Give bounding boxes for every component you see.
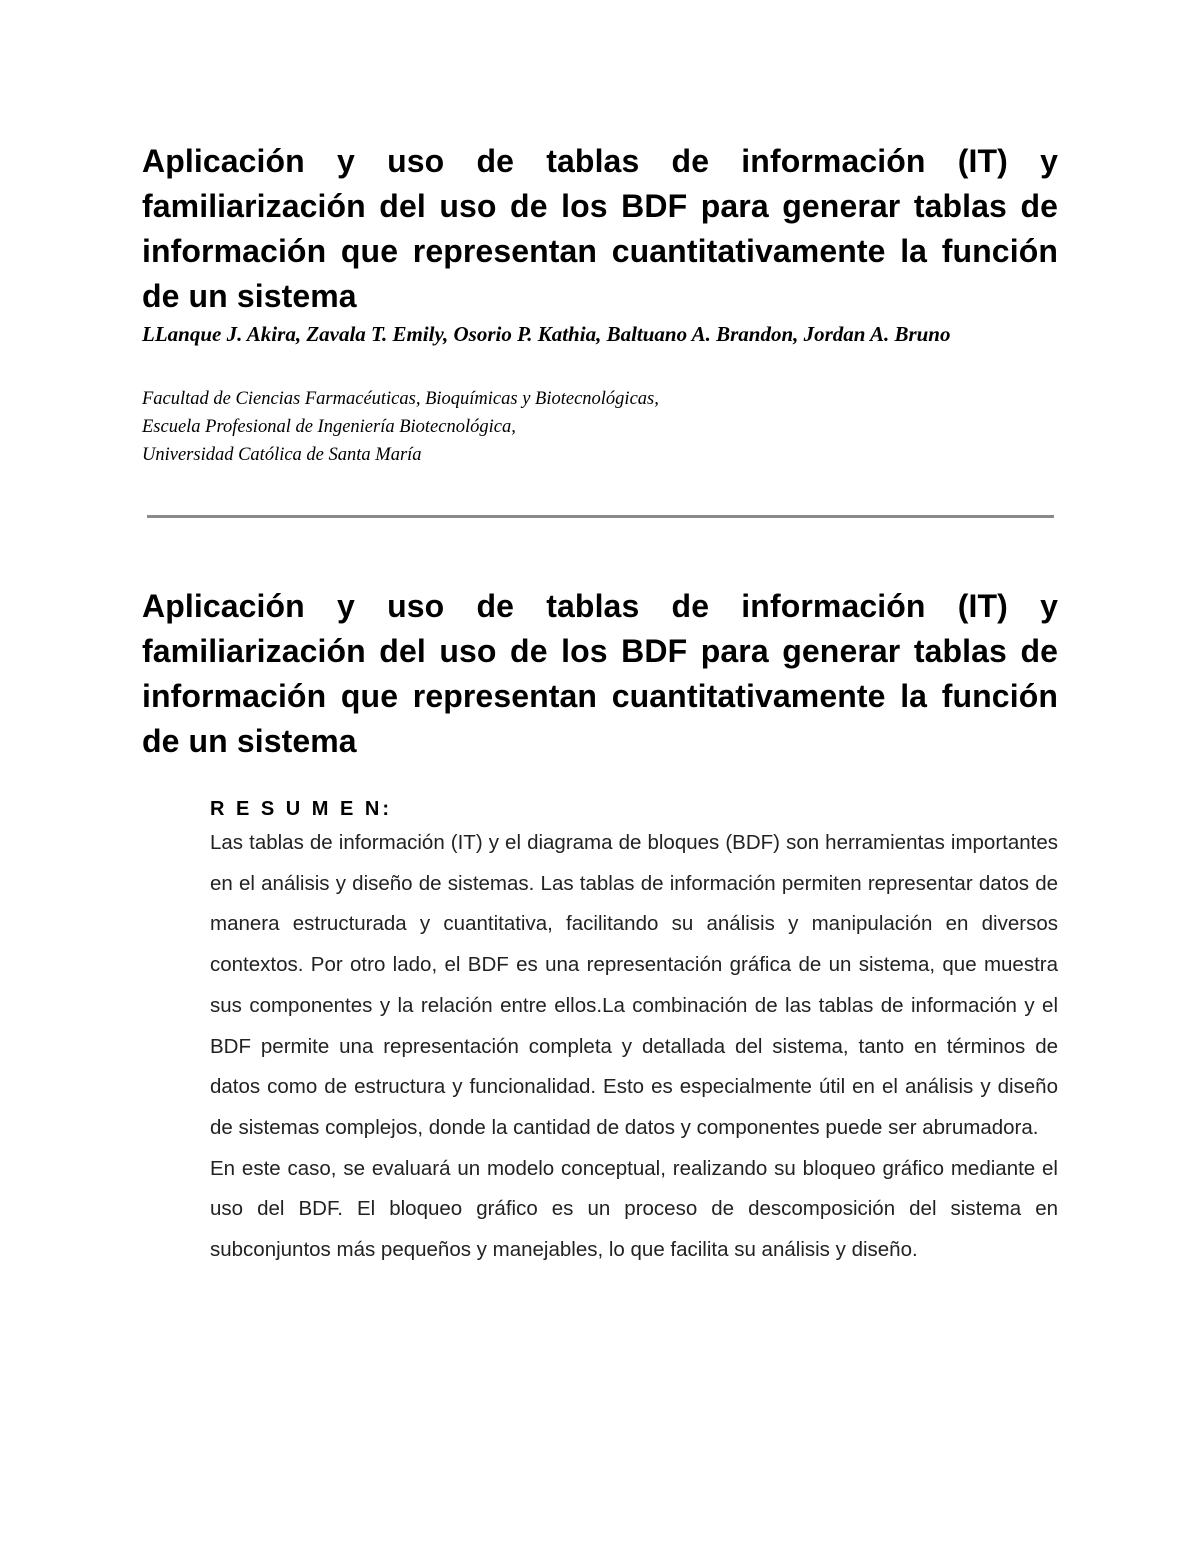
abstract-paragraph-1: Las tablas de información (IT) y el diagrama de bloques (BDF) son herramientas importantes en el análisis y diseño de sistemas. Las tablas de información permiten representar datos de manera estructurada y cuantitativa, facilitando su análisis y manipulación en diversos contextos. Por otro lado, el BDF es una representación gráfica de un sistema, que muestra sus componentes y la relación entre ellos.La combinación de las tablas de información y el BDF permite una representación completa y detallada del sistema, tanto en términos de datos como de estructura y funcionalidad. Esto es especialmente útil en el análisis y diseño de sistemas complejos, donde la cantidad de datos y componentes puede ser abrumadora. <box>210 831 1058 1139</box>
paper-title-repeat: Aplicación y uso de tablas de información (IT) y familiarización del uso de los BDF para generar tablas de información que representan cuantitativamente la función de un sistema <box>142 588 1058 759</box>
abstract-paragraph-2: En este caso, se evaluará un modelo conceptual, realizando su bloqueo gráfico mediante el uso del BDF. El bloqueo gráfico es un proceso de descomposición del sistema en subconjuntos más pequeños y manejables, lo que facilita su análisis y diseño. <box>210 1156 1058 1262</box>
horizontal-divider <box>147 515 1054 518</box>
abstract-heading: R E S U M E N: <box>210 798 393 820</box>
abstract-section <box>210 795 1058 1271</box>
affiliation-school: Escuela Profesional de Ingeniería Biotecnológica, <box>142 417 516 437</box>
affiliation-faculty: Facultad de Ciencias Farmacéuticas, Bioquímicas y Biotecnológicas, <box>142 389 659 409</box>
paper-title: Aplicación y uso de tablas de información (IT) y familiarización del uso de los BDF para generar tablas de información que representan cuantitativamente la función de un sistema <box>142 143 1058 314</box>
affiliation-block <box>142 385 1058 469</box>
author-list: LLanque J. Akira, Zavala T. Emily, Osorio P. Kathia, Baltuano A. Brandon, Jordan A. Bruno <box>142 322 951 346</box>
affiliation-university: Universidad Católica de Santa María <box>142 445 422 465</box>
